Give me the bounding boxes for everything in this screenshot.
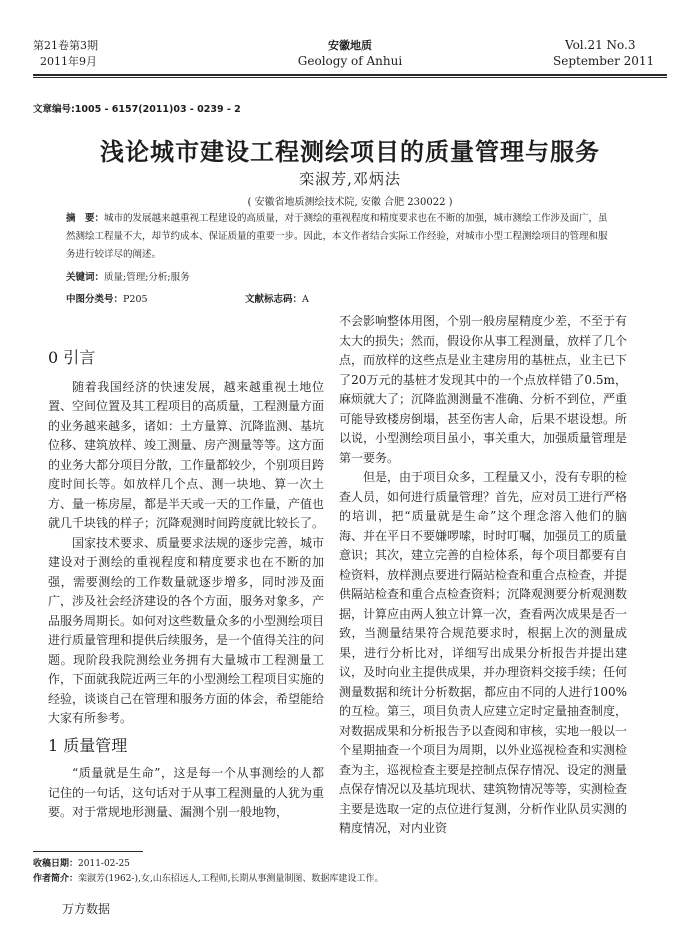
body-paragraph: “质量就是生命”，这是每一个从事测绘的人都记住的一句话，这句话对于从事工程测量的人犹为重要。对于常规地形测量、漏测个别一般地物， (48, 766, 325, 819)
abstract (66, 210, 614, 264)
keywords (66, 269, 190, 283)
authors: 栾淑芳,邓炳法 (299, 170, 401, 188)
bio-text: 栾淑芳(1962-),女,山东招远人,工程师,长期从事测量制图、数据库建设工作。 (78, 874, 384, 884)
received-label: 收稿日期： (33, 859, 79, 869)
body-paragraph: 不会影响整体用图，个别一般房屋精度少差，不至于有太大的损失；然而，假设你从事工程测量，放样了几个点，而放样的这些点是业主建房用的基桩点，业主已下了20万元的基桩才发现其中的一个点放样错了0.5m，麻烦就大了；沉降监测测量不准确、分析不到位，严重可能导致楼房倒塌，甚至伤害人命，后果不堪设想。所以说，小型测绘项目虽小，事关重大，加强质量管理是第一要务。 (339, 314, 628, 465)
affiliation: ( 安徽省地质测绘技术院, 安徽 合肥 230022 ) (247, 197, 453, 208)
source-watermark: 万方数据 (62, 902, 111, 916)
paper-title: 浅论城市建设工程测绘项目的质量管理与服务 (100, 138, 600, 166)
body-paragraph: 但是，由于项目众多，工程量又小，没有专职的检查人员，如何进行质量管理？首先，应对员工进行严格的培训，把“质量就是生命”这个理念溶入他们的脑海、并在平日不要嫌啰嗦，时时叮嘱，加强员工的质量意识；其次，建立完善的自检体系，每个项目都要有自检资料，放样测点要进行隔站检查和重合点检查，并提供隔站检查和重合点检查资料；沉降观测要分析观测数据，计算应由两人独立计算一次，查看两次成果是否一致，当测量结果符合规范要求时，根据上次的测量成果，进行分析比对，详细写出成果分析报告并提出建议，及时向业主提供成果，并办理资料交接手续；任何测量数据和统计分析数据，都应由不同的人进行100%的互检。第三，项目负责人应建立定时定量抽查制度，对数据成果和分析报告予以查阅和审核，实地一般以一个星期抽查一个项目为周期，以外业巡视检查和实测检查为主，巡视检查主要是控制点保存情况、设定的测量点保存情况以及基坑现状、建筑物情况等等，实测检查主要是选取一定的点位进行复测，分析作业队员实测的精度情况，对内业资 (339, 470, 628, 835)
abstract-text: 城市的发展越来越重视工程建设的高质量，对于测绘的重视程度和精度要求也在不断的加强，城市测绘工作涉及面广，虽然测绘工程量不大，却节约成本、保证质量的重要一步。因此，本文作者结合实际工作经验，对城市小型工程测绘项目的管理和服务进行较详尽的阐述。 (66, 213, 608, 260)
classification-label: 中图分类号： (66, 294, 124, 305)
document-code-label: 文献标志码： (245, 294, 303, 305)
author-bio (33, 872, 383, 886)
received-date (33, 857, 130, 871)
date-cn: 2011年9月 (40, 55, 97, 68)
keywords-label: 关键词： (66, 272, 105, 283)
left-column (48, 348, 324, 823)
journal-name-cn: 安徽地质 (328, 39, 372, 52)
date-en: September 2011 (553, 54, 655, 68)
bio-label: 作者简介： (33, 874, 79, 884)
classification-number (66, 291, 148, 305)
section-heading-quality-management: 1 质量管理 (48, 735, 128, 755)
section-heading-introduction: 0 引言 (48, 348, 96, 367)
journal-name-en: Geology of Anhui (297, 54, 403, 68)
header-rule-thin (33, 77, 667, 78)
abstract-label: 摘 要： (66, 213, 105, 224)
classification-value: P205 (123, 294, 148, 305)
right-column (339, 312, 627, 839)
body-paragraph: 随着我国经济的快速发展，越来越重视土地位置、空间位置及其工程项目的高质量，工程测量方面的业务越来越多，诸如：土方量算、沉降监测、基坑位移、建筑放样、竣工测量、房产测量等等。这方面的业务大都分项目分散，工作量都较少，个别项目跨度时间长等。如放样几个点、测一块地、算一次土方、量一栋房屋，都是半天或一天的工作量，产值也就几千块钱的样子；沉降观测时间跨度就比较长了。 (48, 379, 325, 530)
article-number: 文章编号:1005 - 6157(2011)03 - 0239 - 2 (33, 104, 241, 115)
document-code-value: A (302, 294, 309, 305)
header-rule-thick (33, 74, 667, 76)
body-paragraph: 国家技术要求、质量要求法规的逐步完善，城市建设对于测绘的重视程度和精度要求也在不断的加强，需要测绘的工作数量就逐步增多，同时涉及面广，涉及社会经济建设的各个方面，服务对象多，产品服务周期长。如何对这些数量众多的小型测绘项目进行质量管理和提供后续服务，是一个值得关注的问题。现阶段我院测绘业务拥有大量城市工程测量工作，下面就我院近两三年的小型测绘工程项目实施的经验，谈谈自己在管理和服务方面的体会，希望能给大家有所参考。 (48, 535, 325, 725)
received-value: 2011-02-25 (78, 859, 130, 869)
volume-issue-en: Vol.21 No.3 (565, 38, 636, 52)
document-code (245, 291, 309, 305)
footnote-rule (33, 851, 143, 852)
volume-issue-cn: 第21卷第3期 (33, 39, 98, 52)
keywords-text: 质量;管理;分析;服务 (104, 272, 190, 283)
